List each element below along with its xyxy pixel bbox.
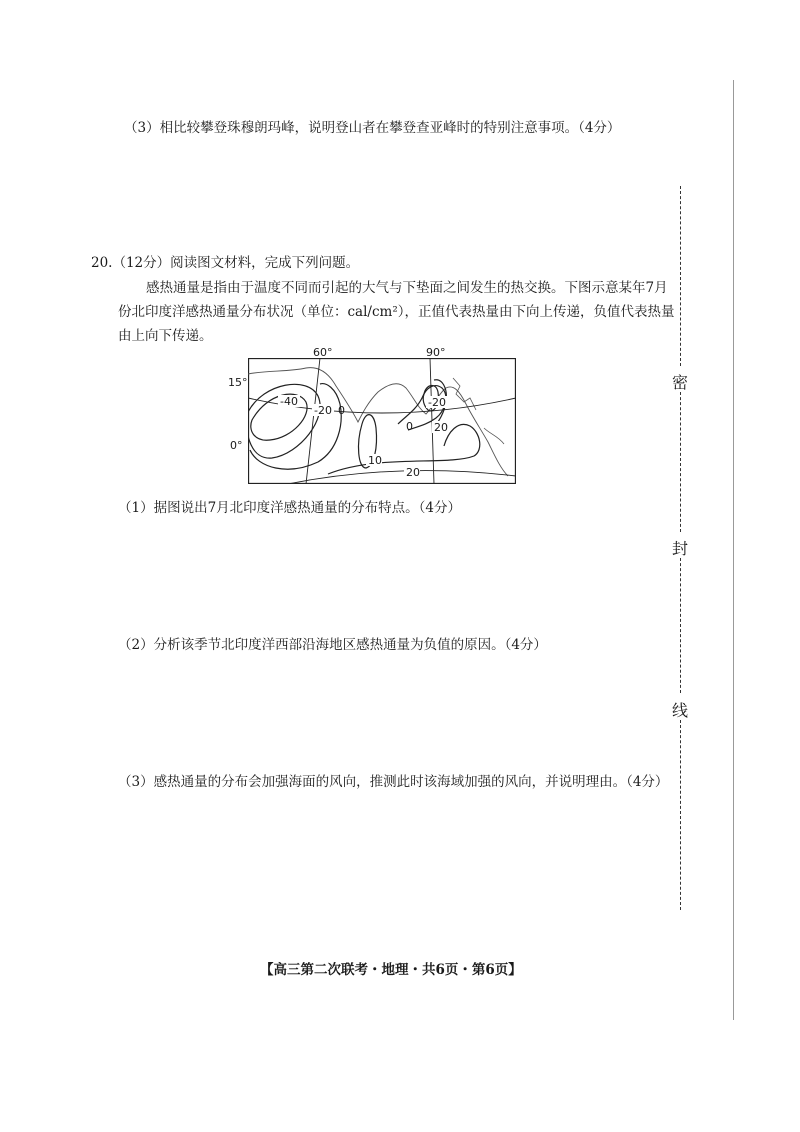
contour-label: -20 (428, 396, 446, 409)
question-20-intro: 感热通量是指由于温度不同而引起的大气与下垫面之间发生的热交换。下图示意某年7月份北印度洋感热通量分布状况（单位：cal/cm²），正值代表热量由下向上传递，负值代表热量由上向下传递。 (118, 280, 675, 344)
sensible-heat-flux-map (248, 358, 516, 484)
seal-dashed-line (680, 392, 681, 532)
margin-border-line (733, 80, 734, 1020)
contour-label: 20 (406, 466, 420, 479)
map-svg (248, 358, 516, 484)
seal-char-xian: 线 (671, 701, 688, 720)
seal-char-mi: 密 (671, 373, 688, 392)
lat-label-15: 15° (228, 376, 248, 389)
seal-dashed-line (680, 720, 681, 910)
lon-label-90: 90° (426, 346, 446, 359)
contour-label: 0 (406, 420, 413, 433)
contour-label: 0 (338, 404, 345, 417)
seal-char-feng: 封 (671, 539, 688, 558)
contour-label: -40 (280, 395, 298, 408)
seal-dashed-line (680, 558, 681, 693)
seal-dashed-line (680, 186, 681, 366)
contour-label: -20 (314, 404, 332, 417)
question-20-header: 20.（12分）阅读图文材料，完成下列问题。 (91, 255, 360, 271)
lat-label-0: 0° (230, 439, 243, 452)
contour-label: 10 (368, 454, 382, 467)
question-20-3: （3）感热通量的分布会加强海面的风向，推测此时该海域加强的风向，并说明理由。（4分） (118, 774, 669, 790)
contour-label: 20 (434, 421, 448, 434)
question-19-3: （3）相比较攀登珠穆朗玛峰，说明登山者在攀登查亚峰时的特别注意事项。（4分） (124, 120, 621, 136)
page-footer: 【高三第二次联考・地理・共6页・第6页】 (260, 962, 522, 978)
question-20-1: （1）据图说出7月北印度洋感热通量的分布特点。（4分） (118, 500, 462, 516)
lon-label-60: 60° (313, 346, 333, 359)
question-20-2: （2）分析该季节北印度洋西部沿海地区感热通量为负值的原因。（4分） (118, 637, 547, 653)
